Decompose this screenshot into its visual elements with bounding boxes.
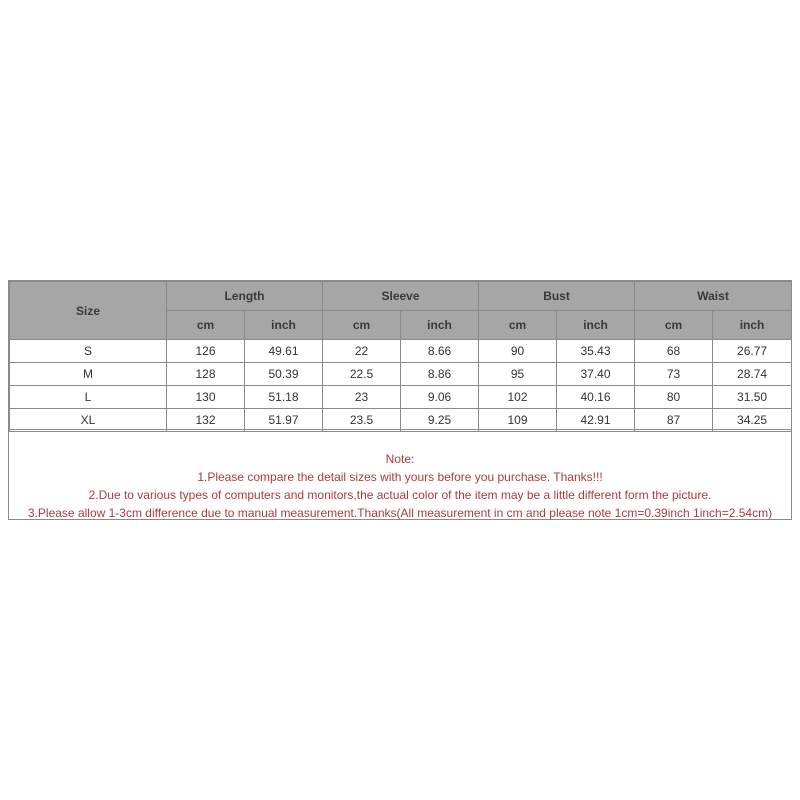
table-cell: 126 — [167, 340, 245, 363]
table-row — [10, 363, 792, 386]
group-header-row — [10, 282, 792, 311]
note-line-1: 1.Please compare the detail sizes with yours before you purchase. Thanks!!! — [197, 470, 603, 484]
size-chart — [8, 280, 792, 520]
table-cell: 130 — [167, 386, 245, 409]
table-cell: 102 — [479, 386, 557, 409]
unit-header: cm — [323, 311, 401, 340]
length-header: Length — [167, 282, 323, 311]
size-cell: L — [10, 386, 167, 409]
table-cell: 22.5 — [323, 363, 401, 386]
waist-header: Waist — [635, 282, 792, 311]
size-header: Size — [10, 282, 167, 340]
table-cell: 87 — [635, 409, 713, 432]
unit-header: inch — [245, 311, 323, 340]
table-cell: 26.77 — [713, 340, 792, 363]
table-row — [10, 340, 792, 363]
note-line-3: 3.Please allow 1-3cm difference due to manual measurement.Thanks(All measurement in cm and please note 1cm=0.39inch 1inch=2.54cm) — [27, 506, 773, 520]
table-row — [10, 386, 792, 409]
table-cell: 51.18 — [245, 386, 323, 409]
table-cell: 34.25 — [713, 409, 792, 432]
table-cell: 68 — [635, 340, 713, 363]
table-cell: 51.97 — [245, 409, 323, 432]
size-cell: S — [10, 340, 167, 363]
table-cell: 80 — [635, 386, 713, 409]
unit-header: inch — [713, 311, 792, 340]
note-line-2: 2.Due to various types of computers and monitors,the actual color of the item may be a little different form the picture. — [88, 488, 712, 502]
table-cell: 35.43 — [557, 340, 635, 363]
table-cell: 95 — [479, 363, 557, 386]
table-cell: 8.86 — [401, 363, 479, 386]
table-cell: 23.5 — [323, 409, 401, 432]
table-cell: 31.50 — [713, 386, 792, 409]
table-cell: 128 — [167, 363, 245, 386]
table-cell: 37.40 — [557, 363, 635, 386]
table-cell: 50.39 — [245, 363, 323, 386]
bust-header: Bust — [479, 282, 635, 311]
table-cell: 132 — [167, 409, 245, 432]
note-title: Note: — [385, 452, 415, 466]
unit-header: cm — [167, 311, 245, 340]
table-cell: 42.91 — [557, 409, 635, 432]
table-cell: 22 — [323, 340, 401, 363]
notes-section — [9, 429, 791, 519]
unit-header: inch — [557, 311, 635, 340]
unit-header: inch — [401, 311, 479, 340]
table-cell: 49.61 — [245, 340, 323, 363]
size-table — [9, 281, 792, 432]
sleeve-header: Sleeve — [323, 282, 479, 311]
table-cell: 9.06 — [401, 386, 479, 409]
size-cell: M — [10, 363, 167, 386]
table-cell: 73 — [635, 363, 713, 386]
table-cell: 23 — [323, 386, 401, 409]
table-cell: 28.74 — [713, 363, 792, 386]
table-cell: 40.16 — [557, 386, 635, 409]
unit-header: cm — [635, 311, 713, 340]
table-cell: 109 — [479, 409, 557, 432]
size-cell: XL — [10, 409, 167, 432]
table-cell: 90 — [479, 340, 557, 363]
unit-header: cm — [479, 311, 557, 340]
table-cell: 8.66 — [401, 340, 479, 363]
table-cell: 9.25 — [401, 409, 479, 432]
